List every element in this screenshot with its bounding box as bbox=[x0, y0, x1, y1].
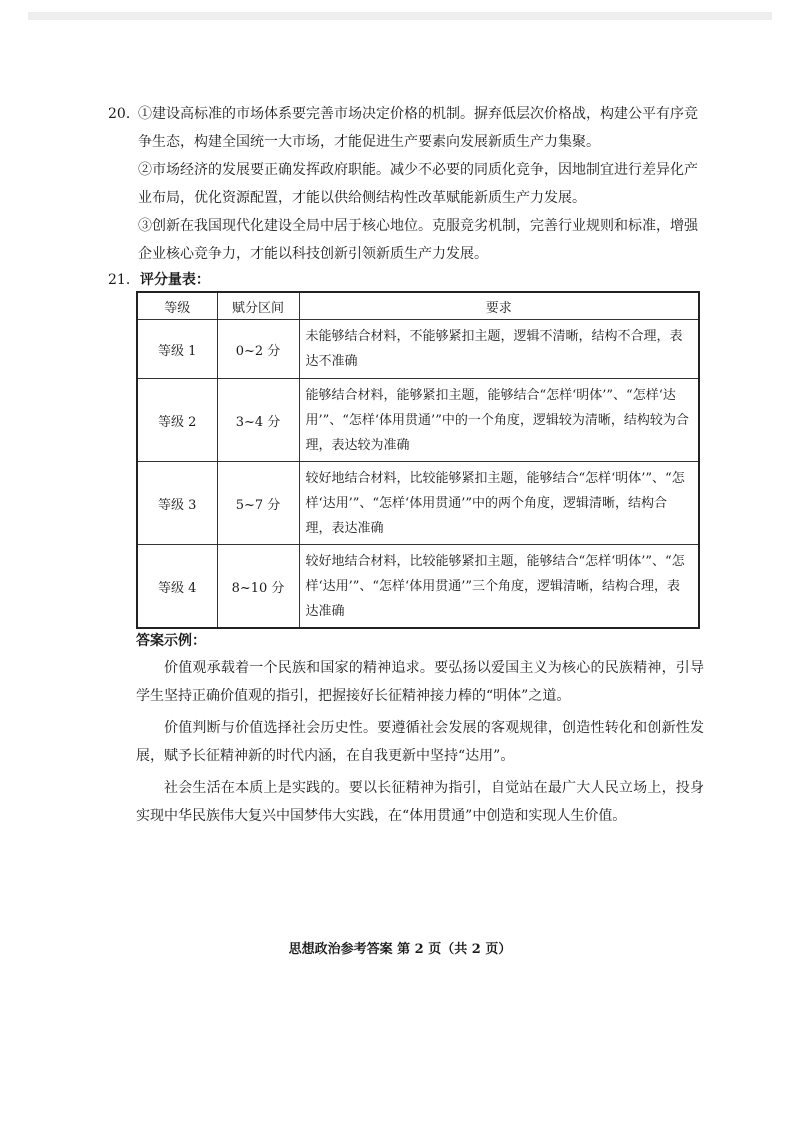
requirement-cell: 未能够结合材料，不能够紧扣主题，逻辑不清晰，结构不合理，表达不准确 bbox=[299, 320, 699, 379]
header-requirement: 要求 bbox=[299, 292, 699, 320]
answer-paragraph-3: 社会生活在本质上是实践的。要以长征精神为指引，自觉站在最广大人民立场上，投身实现中华民族伟大复兴中国梦伟大实践，在“体用贯通”中创造和实现人生价值。 bbox=[136, 780, 704, 824]
score-range-cell: 0~2 分 bbox=[217, 320, 299, 379]
answer-example bbox=[136, 628, 704, 830]
question-21-number: 21． bbox=[108, 272, 140, 288]
answer-paragraph-2: 价值判断与价值选择社会历史性。要遵循社会发展的客观规律，创造性转化和创新性发展，赋予长征精神新的时代内涵，在自我更新中坚持“达用”。 bbox=[136, 720, 704, 764]
score-range-cell: 5~7 分 bbox=[217, 462, 299, 545]
score-range-cell: 3~4 分 bbox=[217, 379, 299, 462]
requirement-cell: 能够结合材料，能够紧扣主题，能够结合“怎样‘明体’”、“怎样‘达用’”、“怎样‘体用贯通’”中的一个角度，逻辑较为清晰，结构较为合理，表达较为准确 bbox=[299, 379, 699, 462]
question-20-body bbox=[138, 100, 708, 268]
question-20-number: 20． bbox=[108, 106, 140, 122]
table-row bbox=[137, 545, 699, 629]
rubric-title: 评分量表： bbox=[139, 272, 210, 288]
score-range-cell: 8~10 分 bbox=[217, 545, 299, 629]
question-20-point-2: ②市场经济的发展要正确发挥政府职能。减少不必要的同质化竞争，因地制宜进行差异化产业布局，优化资源配置，才能以供给侧结构性改革赋能新质生产力发展。 bbox=[138, 162, 698, 206]
level-cell: 等级 1 bbox=[137, 320, 217, 379]
header-score-range: 赋分区间 bbox=[217, 292, 299, 320]
question-20 bbox=[108, 100, 708, 268]
scan-top-edge bbox=[28, 12, 772, 20]
table-row bbox=[137, 462, 699, 545]
page-footer: 思想政治参考答案 第 2 页（共 2 页） bbox=[288, 942, 512, 957]
header-level: 等级 bbox=[137, 292, 217, 320]
rubric-header-row bbox=[137, 292, 699, 320]
level-cell: 等级 4 bbox=[137, 545, 217, 629]
level-cell: 等级 3 bbox=[137, 462, 217, 545]
table-row bbox=[137, 320, 699, 379]
level-cell: 等级 2 bbox=[137, 379, 217, 462]
question-20-point-3: ③创新在我国现代化建设全局中居于核心地位。克服竞劣机制，完善行业规则和标准，增强企业核心竞争力，才能以科技创新引领新质生产力发展。 bbox=[138, 218, 698, 262]
table-row bbox=[137, 379, 699, 462]
answer-paragraph-1: 价值观承载着一个民族和国家的精神追求。要弘扬以爱国主义为核心的民族精神，引导学生坚持正确价值观的指引，把握接好长征精神接力棒的“明体”之道。 bbox=[136, 660, 704, 704]
requirement-cell: 较好地结合材料，比较能够紧扣主题，能够结合“怎样‘明体’”、“怎样‘达用’”、“怎样‘体用贯通’”三个角度，逻辑清晰，结构合理，表达准确 bbox=[299, 545, 699, 629]
question-20-point-1: ①建设高标准的市场体系要完善市场决定价格的机制。摒弃低层次价格战，构建公平有序竞争生态，构建全国统一大市场，才能促进生产要素向发展新质生产力集聚。 bbox=[138, 106, 698, 150]
question-21-heading bbox=[108, 268, 210, 292]
rubric-table bbox=[136, 291, 700, 629]
answer-example-title: 答案示例： bbox=[136, 633, 206, 649]
requirement-cell: 较好地结合材料，比较能够紧扣主题，能够结合“怎样‘明体’”、“怎样‘达用’”、“怎样‘体用贯通’”中的两个角度，逻辑清晰，结构合理，表达准确 bbox=[299, 462, 699, 545]
